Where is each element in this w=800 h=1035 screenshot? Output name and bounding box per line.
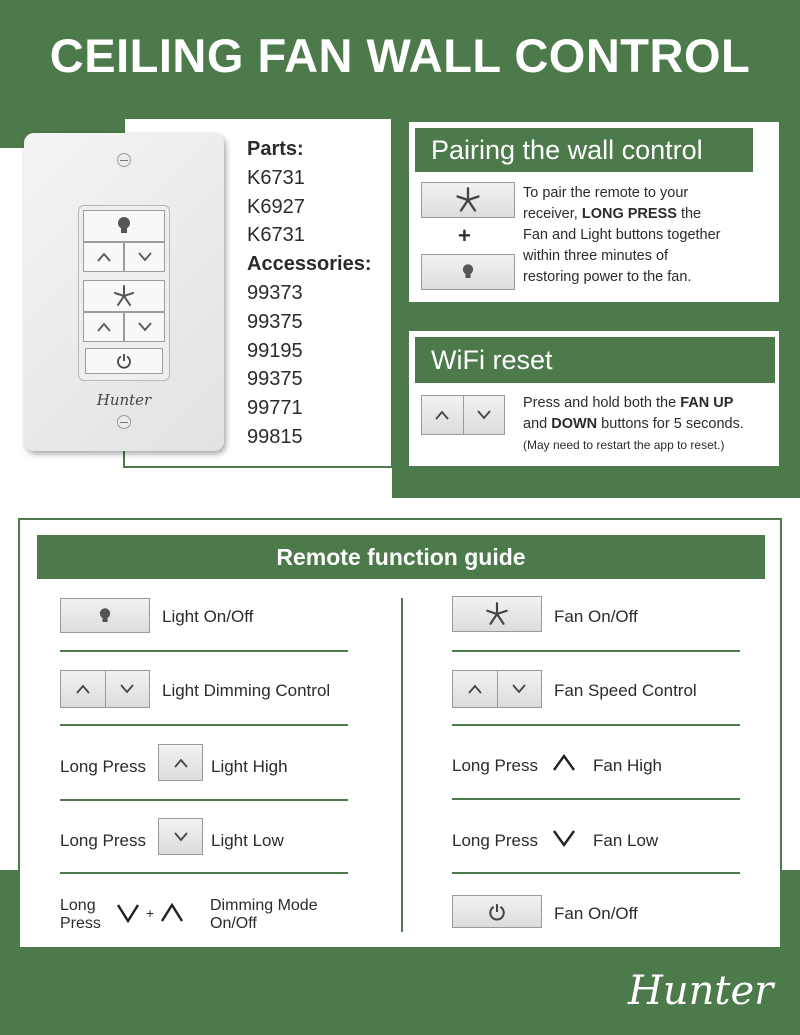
plate-power-button[interactable] — [85, 348, 163, 374]
power-icon — [488, 903, 506, 921]
fan-icon — [454, 187, 482, 213]
control-buttons — [78, 205, 170, 381]
part-item: K6731 — [247, 224, 305, 247]
pairing-line: restoring power to the fan. — [523, 269, 692, 285]
fan-high-label: Fan High — [593, 756, 662, 775]
long-press-label: Long Press — [452, 831, 538, 850]
pairing-text: receiver, — [523, 206, 582, 222]
plate-brand: Hunter — [96, 391, 152, 409]
up-arrow-icon — [174, 758, 188, 768]
wifi-line — [523, 414, 779, 435]
row-divider — [60, 872, 348, 874]
down-arrow-icon — [138, 322, 152, 332]
pairing-title: Pairing the wall control — [415, 128, 753, 172]
wall-control-plate — [24, 133, 224, 451]
row-divider — [452, 798, 740, 800]
long-press-label: Long Press — [452, 756, 538, 775]
plate-light-button[interactable] — [83, 210, 165, 242]
down-arrow-icon[interactable] — [497, 671, 542, 707]
row-divider — [452, 724, 740, 726]
accessory-item: 99815 — [247, 425, 303, 448]
long-press-label: Long Press — [60, 831, 146, 850]
long-press-label: Long Press — [60, 757, 146, 776]
parts-heading: Parts: — [247, 138, 304, 160]
power-icon — [116, 353, 132, 369]
plate-fan-up-button[interactable] — [83, 312, 124, 342]
accessory-item: 99373 — [247, 281, 303, 304]
hunter-logo: Hunter — [628, 968, 774, 1014]
pairing-instructions — [523, 183, 773, 288]
guide-fan-speed-button[interactable] — [452, 670, 542, 708]
guide-light-low-button[interactable] — [158, 818, 203, 855]
up-arrow-icon — [97, 322, 111, 332]
pairing-fan-button[interactable] — [421, 182, 515, 218]
down-arrow-icon[interactable] — [463, 396, 505, 434]
down-arrow-icon — [138, 252, 152, 262]
accessory-item: 99195 — [247, 339, 303, 362]
wifi-fan-up-down-button[interactable] — [421, 395, 505, 435]
fan-low-label: Fan Low — [593, 831, 659, 850]
row-divider — [60, 799, 348, 801]
dimming-mode-line: Dimming Mode — [210, 897, 318, 914]
guide-light-button[interactable] — [60, 598, 150, 633]
wifi-reset-panel — [407, 329, 781, 468]
light-dimming-label: Light Dimming Control — [162, 681, 331, 700]
guide-light-high-button[interactable] — [158, 744, 203, 781]
pairing-line: within three minutes of — [523, 248, 669, 264]
wifi-text: buttons for 5 seconds. — [597, 416, 744, 432]
light-bulb-icon — [117, 216, 131, 236]
remote-function-guide — [18, 518, 782, 949]
accessory-item: 99375 — [247, 368, 303, 391]
dimming-mode-label — [210, 897, 318, 933]
plate-light-up-button[interactable] — [83, 242, 124, 272]
pairing-line: To pair the remote to your — [523, 185, 689, 201]
page-title: CEILING FAN WALL CONTROL — [49, 29, 751, 82]
long-word: Long — [60, 897, 96, 914]
press-word: Press — [60, 915, 101, 932]
up-chevron-icon — [552, 754, 576, 772]
part-item: K6927 — [247, 195, 305, 218]
light-high-label: Light High — [211, 757, 288, 776]
parts-list — [247, 135, 372, 452]
wifi-title: WiFi reset — [415, 337, 775, 383]
long-press-stacked — [60, 897, 101, 933]
light-bulb-icon — [462, 262, 474, 282]
up-arrow-icon — [97, 252, 111, 262]
light-low-label: Light Low — [211, 831, 284, 850]
pairing-line: Fan and Light buttons together — [523, 227, 721, 243]
top-screw-icon — [117, 153, 131, 167]
guide-light-dim-button[interactable] — [60, 670, 150, 708]
pairing-text: the — [676, 206, 702, 222]
pairing-line — [523, 204, 773, 225]
dimming-mode-line: On/Off — [210, 915, 257, 932]
guide-column-divider — [401, 598, 403, 932]
pairing-emphasis: LONG PRESS — [581, 206, 677, 222]
pairing-panel — [407, 120, 781, 304]
fan-onoff-label: Fan On/Off — [554, 607, 638, 626]
fan-icon — [484, 602, 510, 626]
light-onoff-label: Light On/Off — [162, 607, 254, 626]
plate-fan-button[interactable] — [83, 280, 165, 312]
fan-speed-label: Fan Speed Control — [554, 681, 697, 700]
wifi-line — [523, 393, 779, 414]
accessory-item: 99771 — [247, 397, 303, 420]
bottom-screw-icon — [117, 415, 131, 429]
up-arrow-icon[interactable] — [453, 671, 497, 707]
down-arrow-icon[interactable] — [105, 671, 150, 707]
guide-power-button[interactable] — [452, 895, 542, 928]
plate-fan-down-button[interactable] — [124, 312, 165, 342]
up-arrow-icon[interactable] — [61, 671, 105, 707]
wifi-emphasis: FAN UP — [680, 395, 734, 411]
fan-icon — [112, 285, 136, 307]
guide-title: Remote function guide — [37, 535, 765, 579]
row-divider — [60, 724, 348, 726]
wifi-instructions — [523, 393, 779, 456]
row-divider — [452, 872, 740, 874]
plus-sign: + — [458, 223, 471, 248]
guide-fan-button[interactable] — [452, 596, 542, 632]
row-divider — [60, 650, 348, 652]
wifi-text: Press and hold both the — [523, 395, 681, 411]
accessory-item: 99375 — [247, 310, 303, 333]
light-bulb-icon — [99, 606, 111, 626]
plate-light-down-button[interactable] — [124, 242, 165, 272]
up-arrow-icon[interactable] — [422, 396, 463, 434]
down-chevron-icon — [552, 829, 576, 847]
wifi-emphasis: DOWN — [551, 416, 598, 432]
pairing-light-button[interactable] — [421, 254, 515, 290]
accessories-heading: Accessories: — [247, 253, 372, 276]
down-arrow-icon — [174, 832, 188, 842]
wifi-note: (May need to restart the app to reset.) — [523, 438, 725, 452]
wifi-text: and — [523, 416, 552, 432]
part-item: K6731 — [247, 166, 305, 189]
fan-power-label: Fan On/Off — [554, 904, 638, 923]
row-divider — [452, 650, 740, 652]
plus-sign: + — [146, 905, 155, 921]
